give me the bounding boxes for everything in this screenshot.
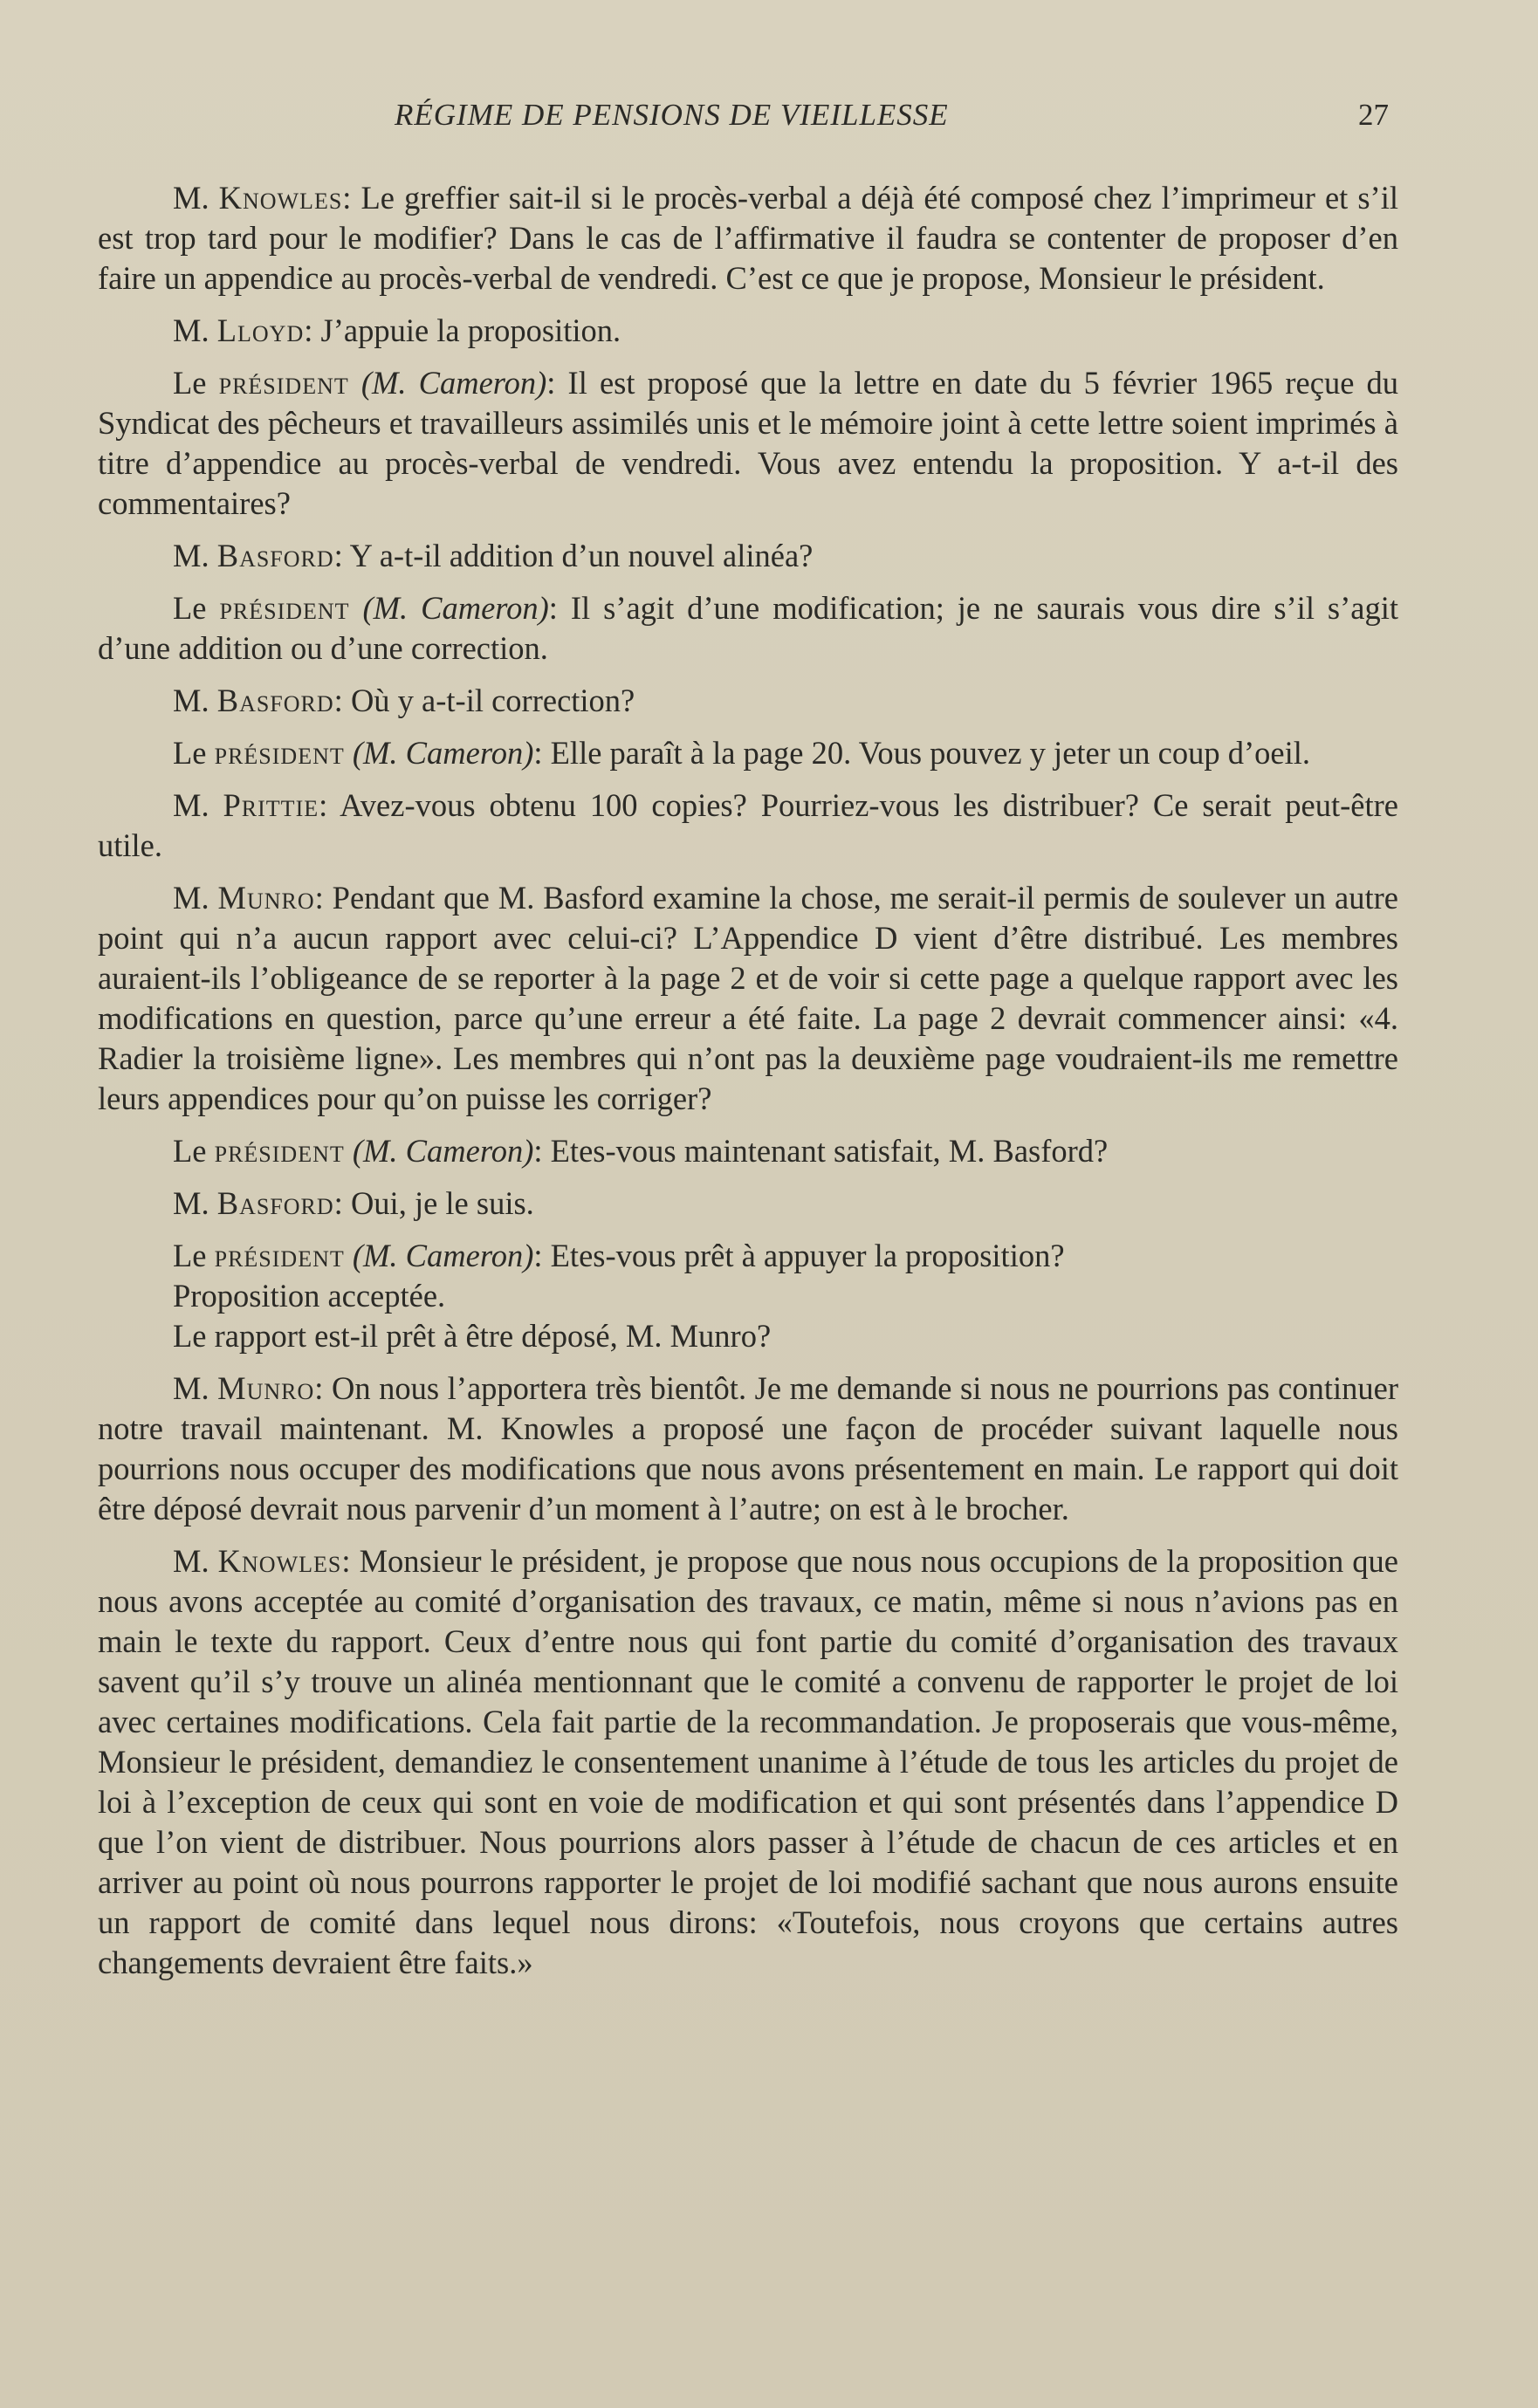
- transcript-paragraph: [98, 1276, 1398, 1316]
- speaker-prefix: M.: [173, 683, 217, 718]
- speaker-colon: :: [342, 180, 361, 216]
- speaker-colon: :: [304, 312, 321, 348]
- paragraph-text: Il est proposé que la lettre en date du 5 février 1965 reçue du Syndicat des pêcheurs et travailleurs assimilés unis et le mémoire joint à cette lettre soient imprimés à titre d’appendice au procès-verbal de vendredi. Vous avez entendu la proposition. Y a-t-il des commentaires?: [98, 365, 1399, 521]
- transcript-paragraph: [98, 1369, 1398, 1529]
- speaker-prefix: M.: [173, 1185, 217, 1221]
- speaker-name: président: [219, 590, 350, 626]
- speaker-prefix: Le: [173, 365, 219, 401]
- transcript-paragraph: [98, 1236, 1398, 1276]
- transcript-paragraph: [98, 1183, 1398, 1224]
- speaker-name: Basford: [216, 1185, 334, 1221]
- speaker-name: Munro: [217, 1370, 315, 1406]
- speaker-colon: :: [314, 1370, 332, 1406]
- transcript-paragraph: [98, 681, 1398, 721]
- speaker-prefix: M.: [173, 880, 218, 916]
- transcript-paragraph: [98, 311, 1398, 351]
- speaker-prefix: Le: [173, 590, 220, 626]
- speaker-colon: :: [333, 1185, 351, 1221]
- paragraph-text: Le rapport est-il prêt à être déposé, M. Munro?: [173, 1318, 772, 1354]
- paragraph-text: Monsieur le président, je propose que nous nous occupions de la proposition que nous avons acceptée au comité d’organisation des travaux, ce matin, même si nous n’avions pas en main le texte du rapport. Ceux d’entre nous qui font partie du comité d’organisation des travaux savent qu’il s’y trouve un alinéa mentionnant que le comité a convenu de rapporter le projet de loi avec certaines modifications. Cela fait partie de la recommandation. Je proposerais que vous-même, Monsieur le président, demandiez le consentement unanime à l’étude de tous les articles du projet de loi à l’exception de ceux qui sont en voie de modification et qui sont présentés dans l’appendice D que l’on vient de distribuer. Nous pourrions alors passer à l’étude de chacun de ces articles et en arriver au point où nous pourrons rapporter le projet de loi modifié sachant que nous aurons ensuite un rapport de comité dans lequel nous dirons: «Toutefois, nous croyons que certains autres changements devraient être faits.»: [98, 1543, 1398, 1980]
- speaker-prefix: Le: [173, 1133, 215, 1169]
- paragraph-text: Pendant que M. Basford examine la chose, me serait-il permis de soulever un autre point qui n’a aucun rapport avec celui-ci? L’Appendice D vient d’être distribué. Les membres auraient-ils l’obligeance de se reporter à la page 2 et de voir si cette page a quelque rapport avec les modifications en question, parce qu’une erreur a été faite. La page 2 devrait commencer ainsi: «4. Radier la troisième ligne». Les membres qui n’ont pas la deuxième page voudraient-ils me remettre leurs appendices pour qu’on puisse les corriger?: [98, 880, 1398, 1116]
- speaker-colon: :: [533, 735, 551, 771]
- speaker-name: Lloyd: [216, 312, 305, 348]
- speaker-parenthetical: (M. Cameron): [352, 1238, 534, 1273]
- speaker-parenthetical: (M. Cameron): [362, 590, 549, 626]
- transcript-body: [98, 178, 1398, 1995]
- speaker-prefix: M.: [173, 1370, 218, 1406]
- speaker-colon: :: [546, 365, 568, 401]
- speaker-prefix: M.: [173, 538, 217, 573]
- transcript-paragraph: [98, 1541, 1398, 1983]
- speaker-parenthetical: (M. Cameron): [352, 735, 534, 771]
- speaker-colon: :: [533, 1238, 551, 1273]
- transcript-paragraph: [98, 733, 1398, 773]
- paragraph-text: Elle paraît à la page 20. Vous pouvez y jeter un coup d’oeil.: [550, 735, 1310, 771]
- transcript-paragraph: [98, 1316, 1398, 1356]
- speaker-name: Knowles: [218, 180, 343, 216]
- speaker-colon: :: [341, 1543, 360, 1579]
- speaker-colon: :: [333, 683, 351, 718]
- speaker-name: Knowles: [217, 1543, 342, 1579]
- speaker-prefix: M.: [173, 787, 223, 823]
- page-number: 27: [1358, 98, 1389, 132]
- transcript-paragraph: [98, 878, 1398, 1119]
- speaker-parenthetical: (M. Cameron): [360, 365, 547, 401]
- speaker-colon: :: [533, 1133, 551, 1169]
- speaker-name: Basford: [216, 538, 334, 573]
- speaker-name: Prittie: [223, 787, 319, 823]
- paragraph-text: Le greffier sait-il si le procès-verbal a déjà été composé chez l’imprimeur et s’il est trop tard pour le modifier? Dans le cas de l’affirmative il faudra se contenter de proposer d’en faire un appendice au procès-verbal de vendredi. C’est ce que je propose, Monsieur le président.: [98, 180, 1398, 296]
- speaker-prefix: Le: [173, 735, 215, 771]
- speaker-prefix: M.: [173, 312, 217, 348]
- speaker-name: président: [214, 1133, 345, 1169]
- paragraph-text: Il s’agit d’une modification; je ne saurais vous dire s’il s’agit d’une addition ou d’une correction.: [98, 590, 1398, 666]
- speaker-prefix: Le: [173, 1238, 215, 1273]
- paragraph-text: Etes-vous prêt à appuyer la proposition?: [550, 1238, 1065, 1273]
- speaker-name: président: [218, 365, 349, 401]
- speaker-colon: :: [314, 880, 333, 916]
- transcript-paragraph: [98, 363, 1398, 524]
- transcript-paragraph: [98, 536, 1398, 576]
- speaker-prefix: M.: [173, 1543, 218, 1579]
- paragraph-text: Etes-vous maintenant satisfait, M. Basford?: [550, 1133, 1109, 1169]
- paragraph-text: Y a-t-il addition d’un nouvel alinéa?: [349, 538, 814, 573]
- paragraph-text: J’appuie la proposition.: [320, 312, 621, 348]
- speaker-name: Munro: [217, 880, 315, 916]
- transcript-paragraph: [98, 786, 1398, 866]
- transcript-paragraph: [98, 178, 1398, 298]
- speaker-name: Basford: [216, 683, 334, 718]
- speaker-name: président: [214, 735, 345, 771]
- speaker-name: président: [214, 1238, 345, 1273]
- speaker-colon: :: [319, 787, 340, 823]
- running-header: [0, 98, 1538, 141]
- paragraph-text: Avez-vous obtenu 100 copies? Pourriez-vous les distribuer? Ce serait peut-être utile.: [98, 787, 1398, 863]
- speaker-prefix: M.: [173, 180, 219, 216]
- speaker-parenthetical: (M. Cameron): [352, 1133, 534, 1169]
- speaker-colon: :: [333, 538, 350, 573]
- paragraph-text: Oui, je le suis.: [350, 1185, 534, 1221]
- paragraph-text: Proposition acceptée.: [173, 1278, 446, 1314]
- paragraph-text: Où y a-t-il correction?: [350, 683, 635, 718]
- transcript-paragraph: [98, 1131, 1398, 1171]
- running-title: RÉGIME DE PENSIONS DE VIEILLESSE: [395, 98, 949, 132]
- paragraph-text: On nous l’apportera très bientôt. Je me demande si nous ne pourrions pas continuer notre travail maintenant. M. Knowles a proposé une façon de procéder suivant laquelle nous pourrions nous occuper des modifications que nous avons présentement en main. Le rapport qui doit être déposé devrait nous parvenir d’un moment à l’autre; on est à le brocher.: [98, 1370, 1398, 1526]
- transcript-paragraph: [98, 588, 1398, 669]
- speaker-colon: :: [548, 590, 571, 626]
